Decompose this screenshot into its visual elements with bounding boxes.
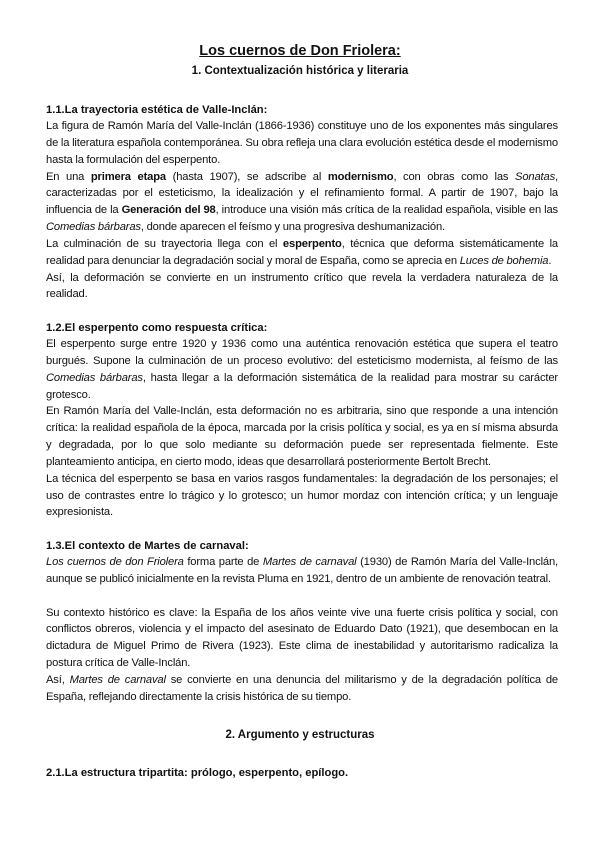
- text-run-italic: Los cuernos de don Friolera: [46, 556, 184, 568]
- text-run-italic: Martes de carnaval: [69, 673, 166, 686]
- paragraph-1-1-b: [46, 169, 558, 236]
- section-heading-1-1: 1.1.La trayectoria estética de Valle-Inclán:: [46, 104, 268, 116]
- text-run: , caracterizadas por el esteticismo, la idealización y el refinamiento formal. A partir de 1907, bajo la influencia de la: [46, 170, 558, 217]
- paragraph-1-1-c: [46, 236, 558, 270]
- text-run-bold: esperpento: [282, 237, 342, 250]
- text-run-bold: modernismo: [327, 170, 394, 183]
- text-run: .: [548, 254, 552, 267]
- text-run: , técnica que deforma sistemáticamente la realidad para denunciar la degradación social y moral de España, como se aprecia en: [46, 237, 558, 267]
- document-title: Los cuernos de Don Friolera:: [199, 43, 401, 59]
- text-run: , hasta llegar a la deformación sistemática de la realidad para mostrar su carácter grotesco.: [46, 371, 558, 401]
- text-run-bold: primera etapa: [90, 170, 166, 183]
- text-run: En una: [46, 170, 91, 183]
- text-run-italic: Martes de carnaval: [262, 556, 357, 568]
- paragraph-1-2-a: [46, 336, 558, 403]
- text-run: La culminación de su trayectoria llega con el: [46, 237, 283, 250]
- text-run: , introduce una visión más crítica de la realidad española, visible en las: [215, 204, 558, 217]
- section-heading-1-2: 1.2.El esperpento como respuesta crítica:: [46, 322, 268, 334]
- paragraph-1-3-b: Su contexto histórico es clave: la España de los años veinte vive una fuerte crisis política y social, con conflictos obreros, violencia y el impacto del asesinato de Eduardo Dato (1921), que desembocan en la dictadura de Miguel Primo de Rivera (1923). Este clima de inestabilidad y autoritarismo radicaliza la postura crítica de Valle-Inclán.: [46, 606, 558, 670]
- text-run: El esperpento surge entre 1920 y 1936 como una auténtica renovación estética que supera el teatro burgués. Supone la culminación de un proceso evolutivo: del esteticismo modernista, al feísmo de las: [46, 338, 558, 367]
- text-run-italic: Comedias bárbaras: [46, 371, 143, 384]
- text-run: se convierte en una denuncia del militarismo y de la degradación política de España, reflejando directamente la crisis histórica de su tiempo.: [46, 673, 558, 703]
- text-run: , donde aparecen el feísmo y una progresiva deshumanización.: [140, 221, 445, 234]
- text-run: Así,: [46, 673, 70, 686]
- paragraph-1-3-c: [46, 672, 558, 706]
- paragraph-1-2-b: En Ramón María del Valle-Inclán, esta deformación no es arbitraria, sino que responde a una intención crítica: la realidad española de la época, marcada por la crisis política y social, es ya en sí misma absurda y degradada, por lo que solo mediante su deformación puede ser representada fielmente. Este planteamiento anticipa, en cierto modo, ideas que desarrollará posteriormente Bertolt Brecht.: [46, 405, 558, 468]
- section-heading-2-1: 2.1.La estructura tripartita: prólogo, esperpento, epílogo.: [46, 767, 349, 779]
- text-run: (hasta 1907), se adscribe al: [165, 170, 328, 183]
- paragraph-1-2-c: La técnica del esperpento se basa en varios rasgos fundamentales: la degradación de los personajes; el uso de contrastes entre lo trágico y lo grotesco; un humor mordaz con intención crítica; y un lenguaje expresionista.: [46, 472, 558, 519]
- paragraph-1-1-a: La figura de Ramón María del Valle-Inclán (1866-1936) constituye uno de los exponentes más singulares de la literatura española contemporánea. Su obra refleja una clara evolución estética desde el modernismo hasta la formulación del esperpento.: [46, 120, 558, 166]
- paragraph-1-1-d: Así, la deformación se convierte en un instrumento crítico que revela la verdadera naturaleza de la realidad.: [46, 271, 558, 301]
- section-heading-2: 2. Argumento y estructuras: [225, 729, 375, 741]
- paragraph-1-3-a: [46, 554, 558, 588]
- section-heading-1-3: 1.3.El contexto de Martes de carnaval:: [46, 540, 249, 552]
- text-run: forma parte de: [183, 556, 263, 568]
- text-run: (1930) de Ramón María del Valle-Inclán, aunque se publicó inicialmente en la revista Pluma en 1921, dentro de un ambiente de renovación teatral.: [46, 556, 559, 585]
- text-run-italic: Luces de bohemia: [459, 254, 549, 267]
- text-run: , con obras como las: [393, 170, 516, 183]
- document-subtitle: 1. Contextualización histórica y literaria: [191, 65, 409, 77]
- text-run-bold: Generación del 98: [121, 204, 216, 217]
- text-run-italic: Sonatas: [515, 170, 556, 183]
- text-run-italic: Comedias bárbaras: [46, 221, 141, 234]
